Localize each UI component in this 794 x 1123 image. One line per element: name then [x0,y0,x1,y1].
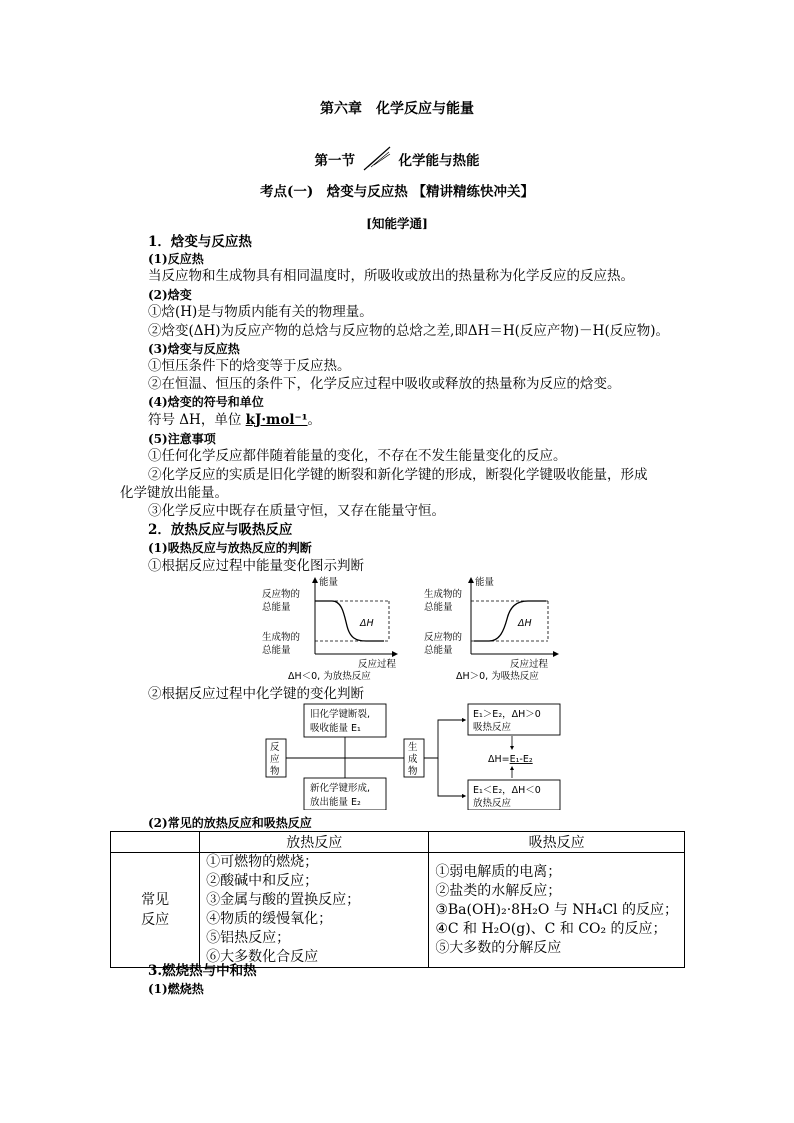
list-item: ①可燃物的燃烧； [206,854,319,870]
s1-p2-b: ②焓变(ΔH)为反应产物的总焓与反应物的总焓之差,即ΔH＝H(反应产物)－H(反应物)。 [148,323,669,339]
list-item: ②酸碱中和反应； [206,873,319,889]
col-endothermic: 吸热反应 [429,832,685,853]
reactant-char-3: 物 [270,766,280,777]
list-item: ④物质的缓慢氧化； [206,911,333,927]
bottom-label-2: 总能量 [262,645,291,656]
s1-p3-head: (3)焓变与反应热 [148,342,240,356]
endothermic-graph [424,574,584,682]
product-char-3: 物 [408,766,418,777]
x-axis-label: 反应过程 [358,659,397,670]
list-item: ③金属与酸的置换反应； [206,892,361,908]
s3-title: 3.燃烧热与中和热 [148,963,257,979]
row-header-line-1: 常见 [141,892,170,908]
s2-p1-head: (1)吸热反应与放热反应的判断 [148,541,312,555]
s1-p5-b2: 化学键放出能量。 [120,485,228,501]
s2-p1-a: ①根据反应过程中能量变化图示判断 [148,558,364,574]
s2-p1-b: ②根据反应过程中化学键的变化判断 [148,686,364,702]
s1-title: 1．焓变与反应热 [148,234,252,250]
list-item: ③Ba(OH)₂·8H₂O 与 NH₄Cl 的反应； [435,901,678,918]
endothermic-list [429,853,685,968]
delta-h-formula [488,754,533,765]
topic-title: 考点(一) 焓变与反应热 【精讲精练快冲关】 [260,184,534,200]
top-label-2: 总能量 [424,602,453,613]
s1-p5-c: ③化学反应中既存在质量守恒，又存在能量守恒。 [148,503,445,519]
s3-p1-head: (1)燃烧热 [148,982,204,996]
exothermic-list [200,853,429,968]
top-label-1: 反应物的 [262,589,301,600]
y-axis-label: 能量 [475,577,495,588]
s1-p5-a: ①任何化学反应都伴随着能量的变化，不存在不发生能量变化的反应。 [148,448,567,464]
row-header-line-2: 反应 [141,912,170,928]
graph-caption: ΔH＜0, 为放热反应 [288,671,371,682]
s1-p3-b: ②在恒温、恒压的条件下，化学反应过程中吸收或释放的热量称为反应的焓变。 [148,376,621,392]
bond-break-text-2: 吸收能量 E₁ [310,723,361,734]
table-row [111,853,685,968]
row-header [111,853,200,968]
list-item: ②盐类的水解反应； [435,882,562,899]
unit-value: kJ·mol⁻¹ [245,412,308,428]
s1-p1-head: (1)反应热 [148,252,204,266]
bottom-label-2: 总能量 [424,645,453,656]
delta-h-label: ΔH [360,618,374,629]
list-item: ⑤大多数的分解反应 [435,939,562,956]
bottom-label-1: 反应物的 [424,632,463,643]
s1-p4-head: (4)焓变的符号和单位 [148,395,264,409]
delta-h-label: ΔH [518,618,532,629]
s1-p3-a: ①恒压条件下的焓变等于反应热。 [148,358,351,374]
list-item: ⑥大多数化合反应 [206,949,319,965]
energy-curve [474,601,546,641]
table-corner [111,832,200,853]
section-title [0,145,794,171]
s1-p4-text-a: 符号 ΔH，单位 [148,412,246,428]
s2-p2-head: (2)常见的放热反应和吸热反应 [148,816,312,830]
y-axis-label: 能量 [319,577,339,588]
bottom-label-1: 生成物的 [262,632,301,643]
s1-p2-a: ①焓(H)是与物质内能有关的物理量。 [148,304,373,320]
s1-p4-text [148,412,321,429]
delta-h-formula-b: E₁-E₂ [509,754,533,765]
feather-icon [362,145,392,171]
reaction-type-table [110,831,685,968]
s1-p2-head: (2)焓变 [148,288,192,302]
section-name: 化学能与热能 [398,153,480,169]
bond-form-text-2: 放出能量 E₂ [310,797,361,808]
product-char-1: 生 [408,742,418,753]
bond-change-diagram [262,702,562,810]
product-char-2: 成 [408,754,418,765]
endothermic-condition: E₁＞E₂，ΔH＞0 [473,709,541,720]
exothermic-label: 放热反应 [473,798,512,809]
top-label-1: 生成物的 [424,589,463,600]
col-exothermic: 放热反应 [200,832,429,853]
graph-caption: ΔH＞0, 为吸热反应 [456,671,539,682]
delta-h-formula-a: ΔH= [488,754,510,765]
s1-p1-text: 当反应物和生成物具有相同温度时，所吸收或放出的热量称为化学反应的反应热。 [148,268,634,284]
x-axis-label: 反应过程 [510,659,549,670]
table-header-row [111,832,685,853]
bond-break-text-1: 旧化学键断裂, [310,709,371,720]
list-item: ④C 和 H₂O(g)、C 和 CO₂ 的反应； [435,920,667,937]
exothermic-condition: E₁＜E₂，ΔH＜0 [473,785,541,796]
exothermic-graph [262,574,412,682]
reactant-char-1: 反 [270,742,280,753]
list-item: ⑤铝热反应； [206,930,291,946]
s2-title: 2．放热反应与吸热反应 [148,522,293,538]
reactant-char-2: 应 [270,754,280,765]
bond-form-text-1: 新化学键形成, [310,783,371,794]
s1-p4-text-b: 。 [307,412,322,428]
section-label: 第一节 [314,153,356,169]
top-label-2: 总能量 [262,602,291,613]
s1-p5-b1: ②化学反应的实质是旧化学键的断裂和新化学键的形成，断裂化学键吸收能量，形成 [148,467,648,483]
s1-p5-head: (5)注意事项 [148,432,216,446]
list-item: ①弱电解质的电离； [435,863,562,880]
endothermic-label: 吸热反应 [473,722,512,733]
subhead: [知能学通] [366,216,428,231]
chapter-title: 第六章 化学反应与能量 [320,101,474,117]
